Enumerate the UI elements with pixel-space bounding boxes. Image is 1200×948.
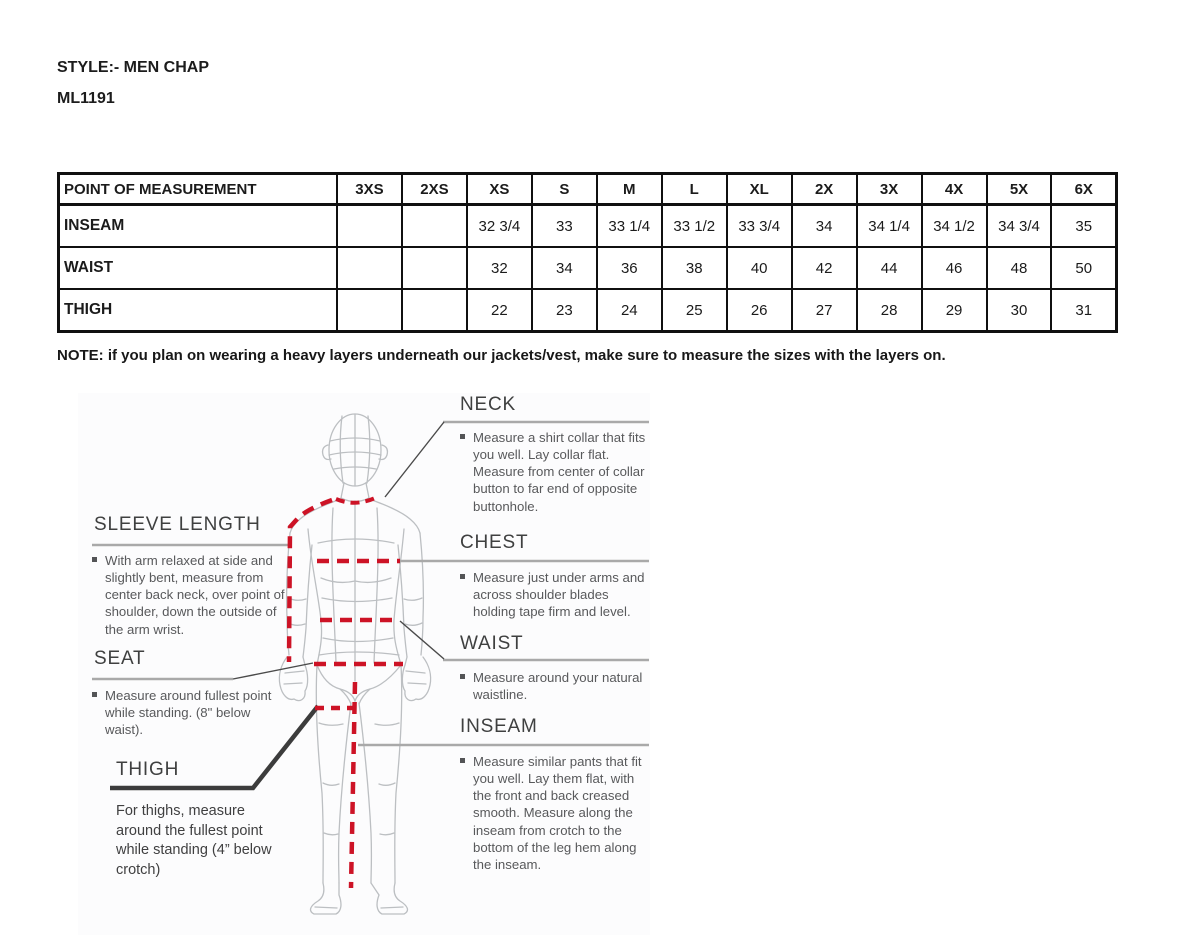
style-code: ML1191 xyxy=(57,90,115,107)
chest-title: CHEST xyxy=(460,532,529,553)
size-value: 35 xyxy=(1051,205,1116,248)
size-value: 33 3/4 xyxy=(727,205,792,248)
neck-callout-line xyxy=(385,422,444,497)
row-label: THIGH xyxy=(59,289,338,332)
size-value: 38 xyxy=(662,247,727,289)
column-header-size: L xyxy=(662,174,727,205)
inseam-title: INSEAM xyxy=(460,716,538,737)
size-value: 34 1/4 xyxy=(857,205,922,248)
size-table-header-row xyxy=(59,174,1117,205)
square-bullet-icon xyxy=(460,674,465,679)
size-value xyxy=(402,247,467,289)
size-value: 27 xyxy=(792,289,857,332)
size-value: 44 xyxy=(857,247,922,289)
seat-description: Measure around fullest point while standing. (8" below waist). xyxy=(92,687,272,738)
waist-title: WAIST xyxy=(460,633,524,654)
style-title: STYLE:- MEN CHAP xyxy=(57,59,209,76)
size-value xyxy=(337,247,402,289)
size-value: 34 xyxy=(532,247,597,289)
size-value: 24 xyxy=(597,289,662,332)
column-header-size: 6X xyxy=(1051,174,1116,205)
size-value: 32 xyxy=(467,247,532,289)
size-value xyxy=(337,205,402,248)
neck-description: Measure a shirt collar that fits you well. Lay collar flat. Measure from center of collar button to far end of opposite buttonhole. xyxy=(460,429,646,515)
thigh-title: THIGH xyxy=(116,759,180,780)
title-block xyxy=(57,60,209,107)
sleeve-measure-line xyxy=(289,500,332,662)
size-value: 33 1/2 xyxy=(662,205,727,248)
sleeve-length-title: SLEEVE LENGTH xyxy=(94,514,261,535)
size-value: 32 3/4 xyxy=(467,205,532,248)
square-bullet-icon xyxy=(460,758,465,763)
inseam-description: Measure similar pants that fit you well. Lay them flat, with the front and back creased smooth. Measure along the inseam from crotch to the bottom of the leg hem along the inseam. xyxy=(460,753,650,873)
size-value: 33 1/4 xyxy=(597,205,662,248)
inseam-measure-line xyxy=(351,682,355,888)
size-value: 46 xyxy=(922,247,987,289)
measurement-diagram xyxy=(78,393,650,935)
size-value: 50 xyxy=(1051,247,1116,289)
square-bullet-icon xyxy=(92,557,97,562)
size-value: 29 xyxy=(922,289,987,332)
column-header-size: 2XS xyxy=(402,174,467,205)
size-value: 36 xyxy=(597,247,662,289)
table-row xyxy=(59,247,1117,289)
column-header-size: 4X xyxy=(922,174,987,205)
column-header-size: 3XS xyxy=(337,174,402,205)
square-bullet-icon xyxy=(460,434,465,439)
size-value: 28 xyxy=(857,289,922,332)
column-header-size: XS xyxy=(467,174,532,205)
size-value: 40 xyxy=(727,247,792,289)
size-value: 22 xyxy=(467,289,532,332)
size-table-container xyxy=(57,172,1118,333)
chest-description: Measure just under arms and across shoulder blades holding tape firm and level. xyxy=(460,569,646,620)
size-value: 34 xyxy=(792,205,857,248)
size-value: 33 xyxy=(532,205,597,248)
size-table xyxy=(57,172,1118,333)
column-header-point-of-measurement: POINT OF MEASUREMENT xyxy=(59,174,338,205)
size-value: 42 xyxy=(792,247,857,289)
size-table-body xyxy=(59,205,1117,332)
neck-title: NECK xyxy=(460,394,516,415)
size-value: 30 xyxy=(987,289,1052,332)
square-bullet-icon xyxy=(92,692,97,697)
column-header-size: 3X xyxy=(857,174,922,205)
table-row xyxy=(59,205,1117,248)
row-label: WAIST xyxy=(59,247,338,289)
size-value: 31 xyxy=(1051,289,1116,332)
column-header-size: 5X xyxy=(987,174,1052,205)
measurement-lines xyxy=(289,498,403,888)
column-header-size: M xyxy=(597,174,662,205)
size-value: 34 1/2 xyxy=(922,205,987,248)
waist-description: Measure around your natural waistline. xyxy=(460,669,646,703)
size-value xyxy=(402,289,467,332)
size-value: 48 xyxy=(987,247,1052,289)
column-header-size: S xyxy=(532,174,597,205)
size-value xyxy=(402,205,467,248)
size-value: 26 xyxy=(727,289,792,332)
square-bullet-icon xyxy=(460,574,465,579)
size-value xyxy=(337,289,402,332)
thigh-description: For thighs, measure around the fullest point while standing (4” below crotch) xyxy=(116,803,272,878)
column-header-size: 2X xyxy=(792,174,857,205)
note-text: NOTE: if you plan on wearing a heavy layers underneath our jackets/vest, make sure to measure the sizes with the layers on. xyxy=(57,347,946,364)
size-value: 23 xyxy=(532,289,597,332)
table-row xyxy=(59,289,1117,332)
column-header-size: XL xyxy=(727,174,792,205)
sleeve-length-description: With arm relaxed at side and slightly bent, measure from center back neck, over point of shoulder, down the outside of the arm wrist. xyxy=(92,552,288,638)
size-value: 25 xyxy=(662,289,727,332)
seat-title: SEAT xyxy=(94,648,146,669)
size-value: 34 3/4 xyxy=(987,205,1052,248)
row-label: INSEAM xyxy=(59,205,338,248)
